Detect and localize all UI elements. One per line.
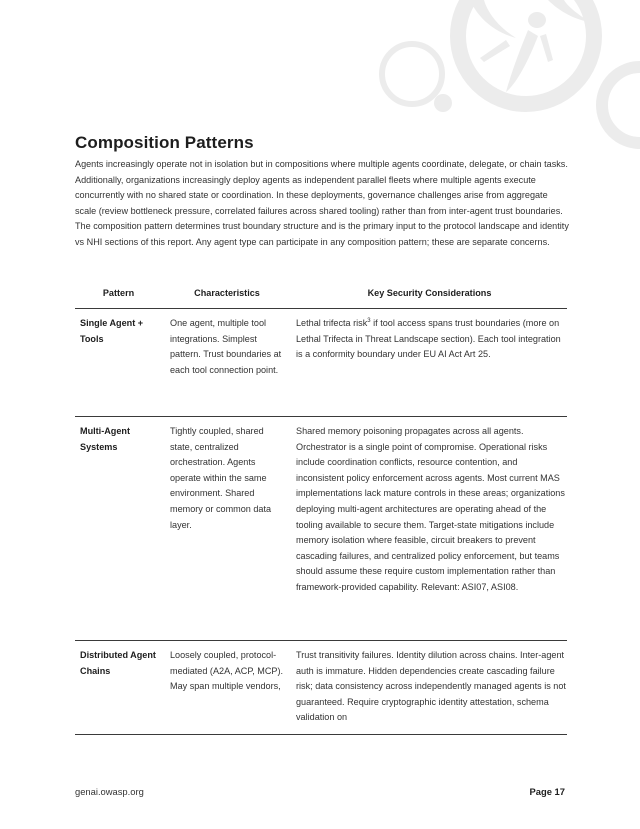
- intro-paragraph: Agents increasingly operate not in isolation but in compositions where multiple agents coordinate, delegate, or chain tasks. Additionally, organizations increasingly deploy agents as independent parallel fleets where multiple agents execute concurrently with no shared state or coordination. In these deployments, governance challenges arise from aggregate scale (review bottleneck pressure, correlated failures across shared tooling) rather than from inter-agent trust boundaries. The composition pattern determines trust boundary structure and is the primary input to the protocol landscape and identity vs NHI sections of this report. Any agent type can participate in any composition pattern; these are separate concerns.: [75, 159, 569, 247]
- column-header-pattern: Pattern: [75, 279, 162, 309]
- table-row: [75, 309, 567, 417]
- pattern-security-considerations: Trust transitivity failures. Identity dilution across chains. Inter-agent auth is immature. Hidden dependencies create cascading failure risk; data consistency across independently managed agents is not guaranteed. Require cryptographic identity attestation, schema validation on: [292, 641, 567, 735]
- footer-site-link[interactable]: genai.owasp.org: [75, 786, 144, 797]
- page-number: Page 17: [529, 786, 565, 797]
- wasp-head: [528, 12, 546, 28]
- table-row: [75, 417, 567, 641]
- pattern-security-considerations: [292, 309, 567, 417]
- decor-ring-small: [382, 44, 442, 104]
- pattern-name: Multi-Agent Systems: [75, 417, 162, 641]
- security-text: if tool access spans trust boundaries (more on Lethal Trifecta in Threat Landscape section). Each tool integration is a conformity boundary under EU AI Act Art 25.: [296, 318, 561, 360]
- security-text: Lethal trifecta risk: [296, 318, 368, 328]
- footnote-marker: 3: [367, 317, 371, 324]
- table-row: [75, 641, 567, 735]
- pattern-name: Single Agent + Tools: [75, 309, 162, 417]
- pattern-characteristics: Tightly coupled, shared state, centralized orchestration. Agents operate within the same environment. Shared memory or common data layer.: [162, 417, 292, 641]
- column-header-characteristics: Characteristics: [162, 279, 292, 309]
- wasp-leg: [480, 40, 510, 62]
- decor-ring-right: [602, 67, 640, 143]
- pattern-name: Distributed Agent Chains: [75, 641, 162, 735]
- wasp-body: [506, 30, 538, 92]
- pattern-characteristics: Loosely coupled, protocol-mediated (A2A, ACP, MCP). May span multiple vendors,: [162, 641, 292, 735]
- composition-patterns-table: [75, 279, 567, 735]
- wasp-wing-left: [470, 0, 516, 38]
- table-header-row: [75, 279, 567, 309]
- column-header-security: Key Security Considerations: [292, 279, 567, 309]
- pattern-security-considerations: Shared memory poisoning propagates across all agents. Orchestrator is a single point of compromise. Operational risks include coordination conflicts, resource contention, and inconsistent policy enforcement across agents. Most current MAS implementations lack mature controls in these areas; organizations deploying multi-agent architectures are operating ahead of the tooling available to secure them. Target-state mitigations include memory isolation where feasible, circuit breakers to prevent cascading failures, and centralized policy enforcement, but teams should assume these require custom implementation rather than framework-provided capability. Relevant: ASI07, ASI08.: [292, 417, 567, 641]
- pattern-characteristics: One agent, multiple tool integrations. Simplest pattern. Trust boundaries at each tool connection point.: [162, 309, 292, 417]
- page-title: Composition Patterns: [75, 133, 254, 152]
- decor-dot: [434, 94, 452, 112]
- wasp-leg: [540, 34, 553, 62]
